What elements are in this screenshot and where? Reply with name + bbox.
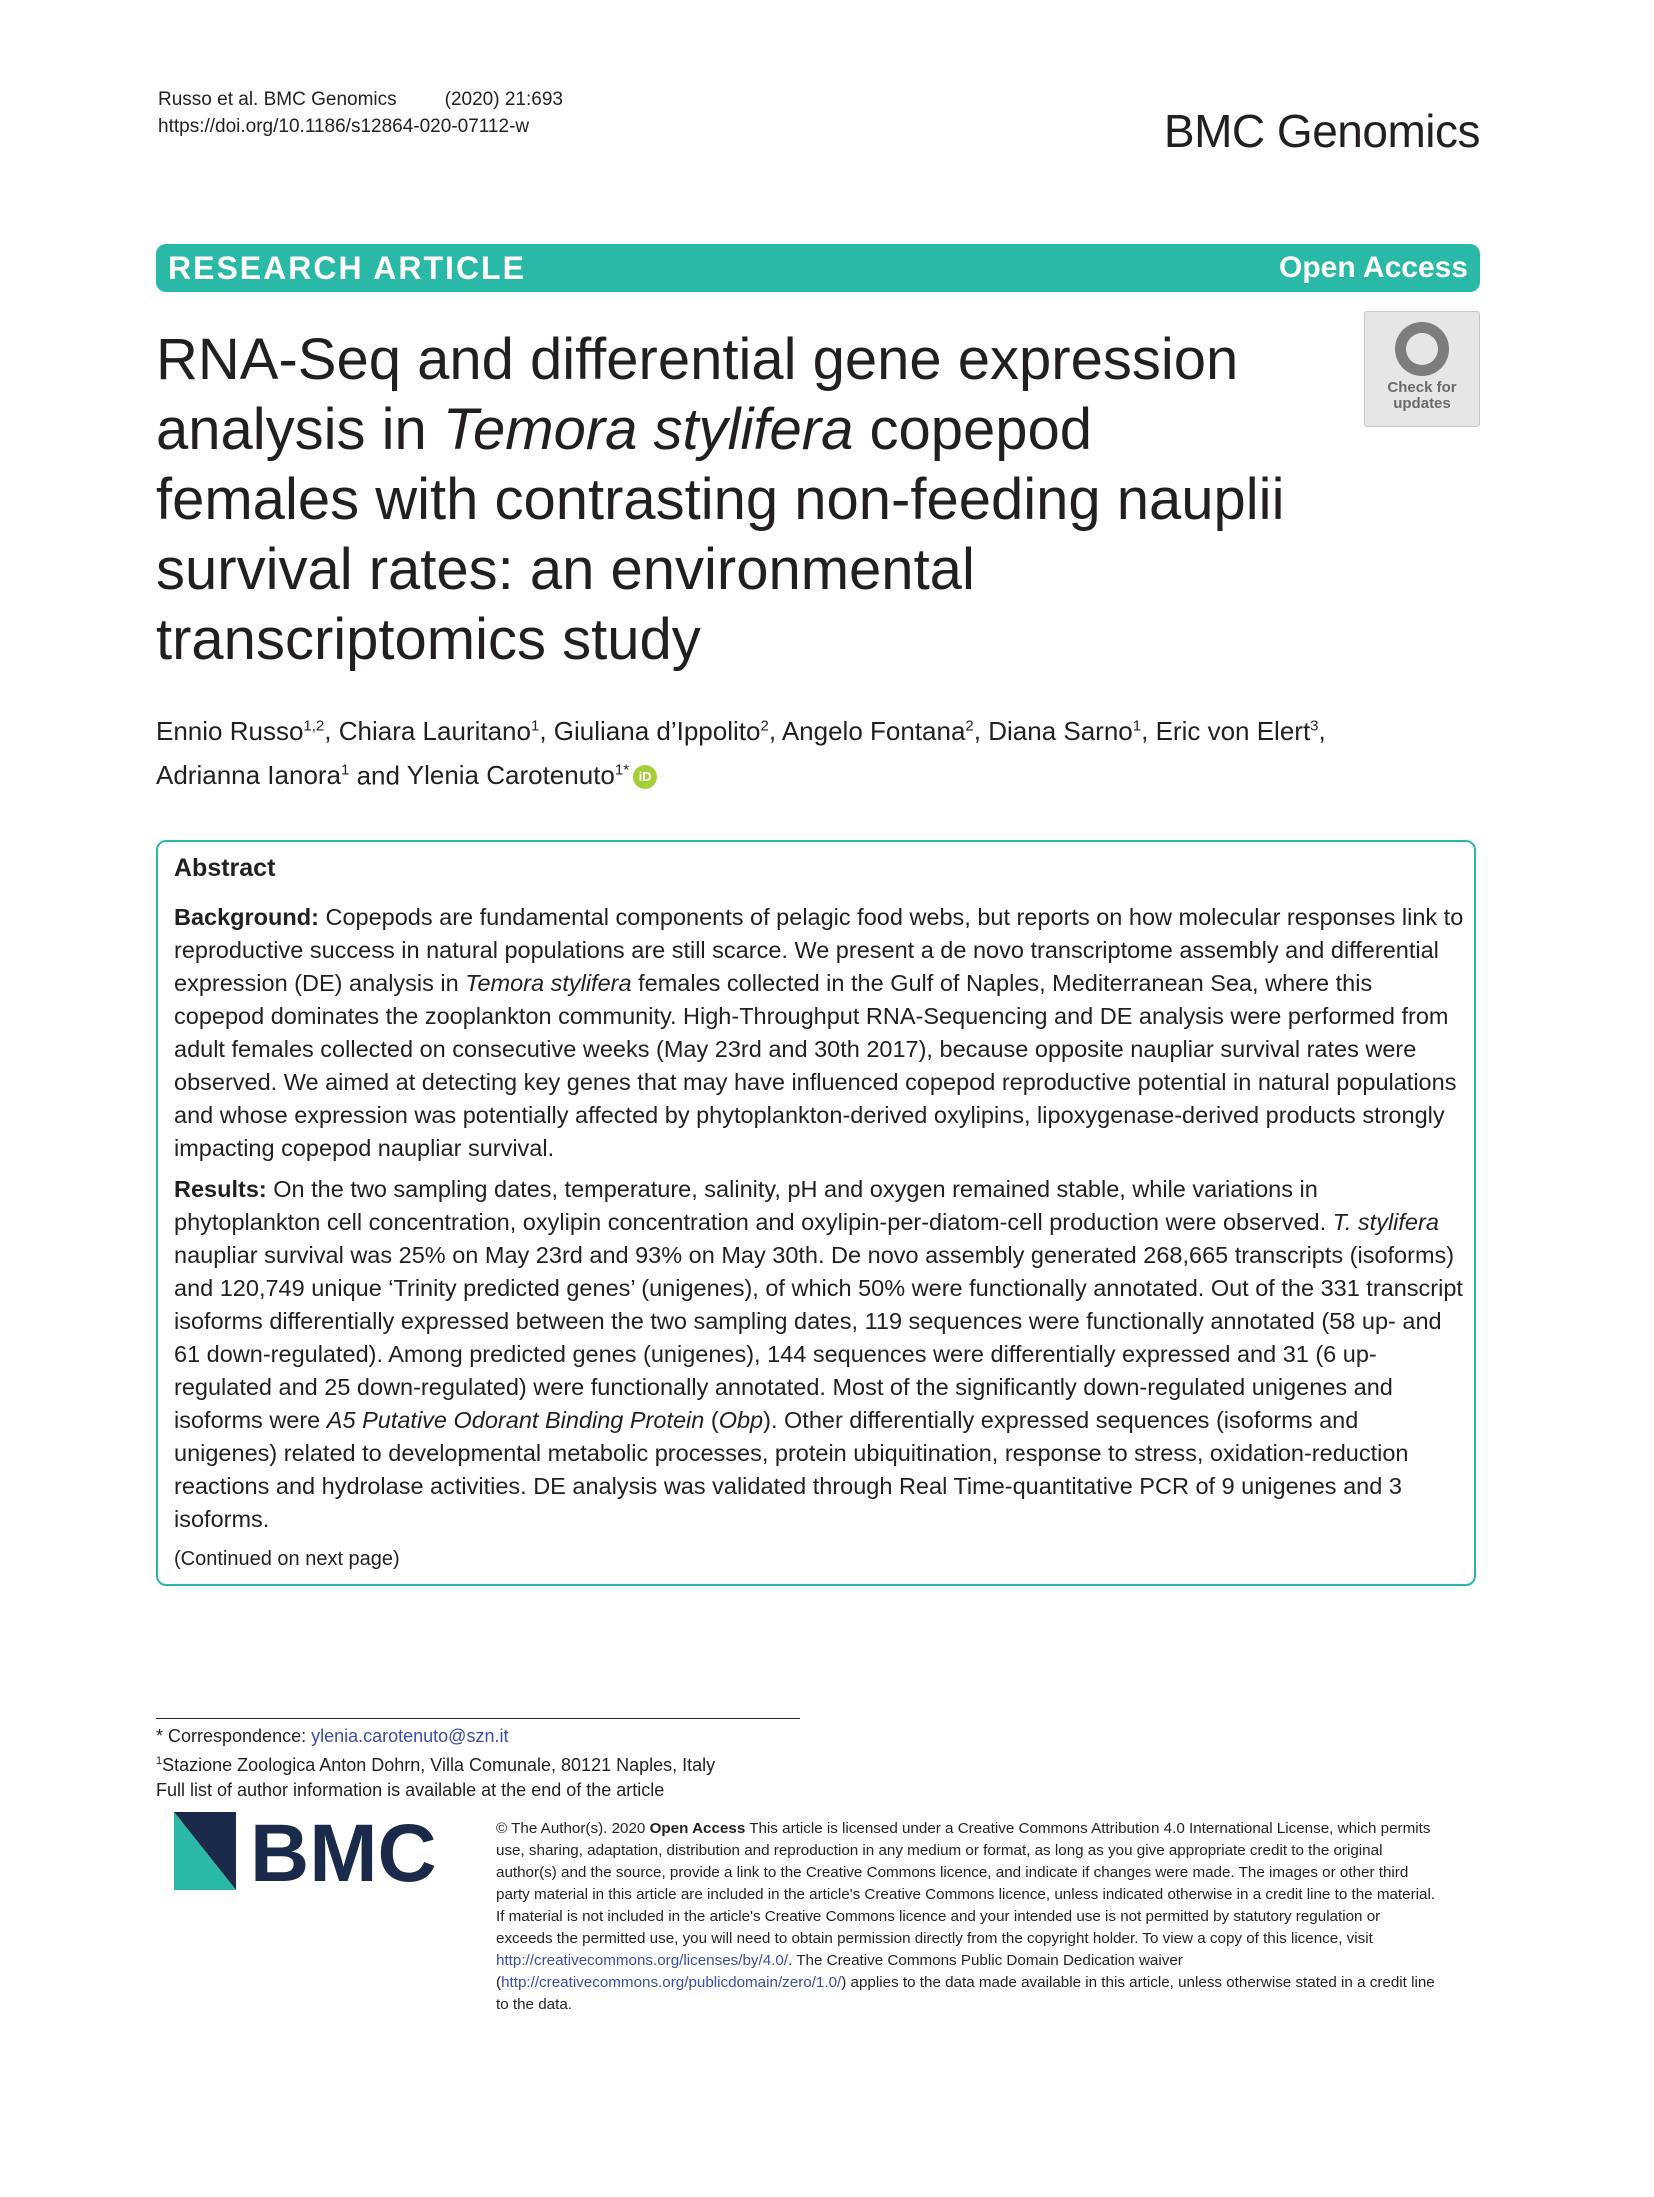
check-updates-label-1: Check for <box>1387 379 1457 396</box>
public-domain-link[interactable]: http://creativecommons.org/publicdomain/zero/1.0/ <box>501 1974 842 1991</box>
license-statement: © The Author(s). 2020 Open Access This article is licensed under a Creative Commons Attribution 4.0 International License, which permits use, sharing, adaptation, distribution and reproduction in any medium or format, as long as you give appropriate credit to the original author(s) and the source, provide a link to the Creative Commons licence, and indicate if changes were made. The images or other third party material in this article are included in the article's Creative Commons licence, unless indicated otherwise in a credit line to the material. If material is not included in the article's Creative Commons licence and your intended use is not permitted by statutory regulation or exceeds the permitted use, you will need to obtain permission directly from the copyright holder. To view a copy of this licence, visit http://creativecommons.org/licenses/by/4.0/. The Creative Commons Public Domain Dedication waiver (http://creativecommons.org/publicdomain/zero/1.0/) applies to the data made available in this article, unless otherwise stated in a credit line to the data. <box>496 1820 1436 2013</box>
citation-line <box>158 86 563 113</box>
doi-link[interactable]: https://doi.org/10.1186/s12864-020-07112-w <box>158 116 530 137</box>
correspondence-line: * Correspondence: ylenia.carotenuto@szn.it <box>156 1726 509 1746</box>
abstract-box <box>156 840 1476 1586</box>
orcid-icon[interactable]: iD <box>633 765 657 789</box>
author: Giuliana d’Ippolito$^2$ <box>553 715 769 746</box>
author: Eric von Elert$^3$ <box>1155 715 1319 746</box>
footnote-divider <box>156 1718 800 1719</box>
license-link[interactable]: http://creativecommons.org/licenses/by/4.0/ <box>496 1952 789 1969</box>
open-access-label: Open Access <box>1279 251 1468 284</box>
journal-name: BMC Genomics <box>1163 105 1480 157</box>
title-text-2: copepod females with contrasting non-feeding nauplii survival rates: an environmental transcriptomics study <box>156 397 1285 672</box>
bmc-logo <box>174 1812 470 1890</box>
author: Ylenia Carotenuto$^{1*}$ <box>406 760 630 791</box>
author: Diana Sarno$^1$ <box>988 715 1142 746</box>
check-updates-label-2: updates <box>1393 395 1451 412</box>
author-list: Ennio Russo$^{1,2}$, Chiara Lauritano$^1$, Giuliana d’Ippolito$^2$, Angelo Fontana$^2$, Diana Sarno$^1$, Eric von Elert$^3$, Adrianna Ianora$^1$ and Ylenia Carotenuto$^{1*}$ iD <box>156 715 1326 791</box>
author: Adrianna Ianora$^1$ <box>156 760 350 791</box>
title-text-1: RNA-Seq and differential gene expression analysis in <box>156 327 1239 462</box>
abstract-results: Results: On the two sampling dates, temperature, salinity, pH and oxygen remained stable, while variations in phytoplankton cell concentration, oxylipin concentration and oxylipin-per-diatom-cell production were observed. T. stylifera naupliar survival was 25% on May 23rd and 93% on May 30th. De novo assembly generated 268,665 transcripts (isoforms) and 120,749 unique ‘Trinity predicted genes’ (unigenes), of which 50% were functionally annotated. Out of the 331 transcript isoforms differentially expressed between the two sampling dates, 119 sequences were functionally annotated (58 up- and 61 down-regulated). Among predicted genes (unigenes), 144 sequences were differentially expressed and 31 (6 up-regulated and 25 down-regulated) were functionally annotated. Most of the significantly down-regulated unigenes and isoforms were A5 Putative Odorant Binding Protein (Obp). Other differentially expressed sequences (isoforms and unigenes) related to developmental metabolic processes, protein ubiquitination, response to stress, oxidation-reduction reactions and hydrolase activities. DE analysis was validated through Real Time-quantitative PCR of 9 unigenes and 3 isoforms. <box>174 1176 1463 1532</box>
citation-year-volume: (2020) 21:693 <box>444 89 563 110</box>
article-header-meta <box>158 86 563 140</box>
author: Chiara Lauritano$^1$ <box>338 715 540 746</box>
article-title <box>156 325 1296 675</box>
check-for-updates-button[interactable] <box>1364 311 1480 427</box>
abstract-background: Background: Copepods are fundamental components of pelagic food webs, but reports on how molecular responses link to reproductive success in natural populations are still scarce. We present a de novo transcriptome assembly and differential expression (DE) analysis in Temora stylifera females collected in the Gulf of Naples, Mediterranean Sea, where this copepod dominates the zooplankton community. High-Throughput RNA-Sequencing and DE analysis were performed from adult females collected on consecutive weeks (May 23rd and 30th 2017), because opposite naupliar survival rates were observed. We aimed at detecting key genes that may have influenced copepod reproductive potential in natural populations and whose expression was potentially affected by phytoplankton-derived oxylipins, lipoxygenase-derived products strongly impacting copepod naupliar survival. <box>174 904 1464 1161</box>
footnotes <box>156 1724 715 1803</box>
title-species: Temora stylifera <box>442 397 854 462</box>
author: Ennio Russo$^{1,2}$ <box>156 715 325 746</box>
author-connector: and <box>349 760 407 791</box>
citation-authors: Russo et al. BMC Genomics <box>158 89 397 110</box>
affiliation-line: $^1$Stazione Zoologica Anton Dohrn, Villa Comunale, 80121 Naples, Italy <box>156 1755 716 1775</box>
article-type-label: RESEARCH ARTICLE <box>168 250 526 286</box>
abstract-heading: Abstract <box>174 854 276 882</box>
article-type-banner <box>156 244 1480 292</box>
continued-note: (Continued on next page) <box>174 1548 400 1570</box>
correspondence-email[interactable]: ylenia.carotenuto@szn.it <box>311 1726 509 1746</box>
bmc-logo-text: BMC <box>250 1812 437 1890</box>
author: Angelo Fontana$^2$ <box>781 715 974 746</box>
check-updates-icon <box>1395 322 1449 376</box>
full-author-info-note: Full list of author information is available at the end of the article <box>156 1780 665 1800</box>
